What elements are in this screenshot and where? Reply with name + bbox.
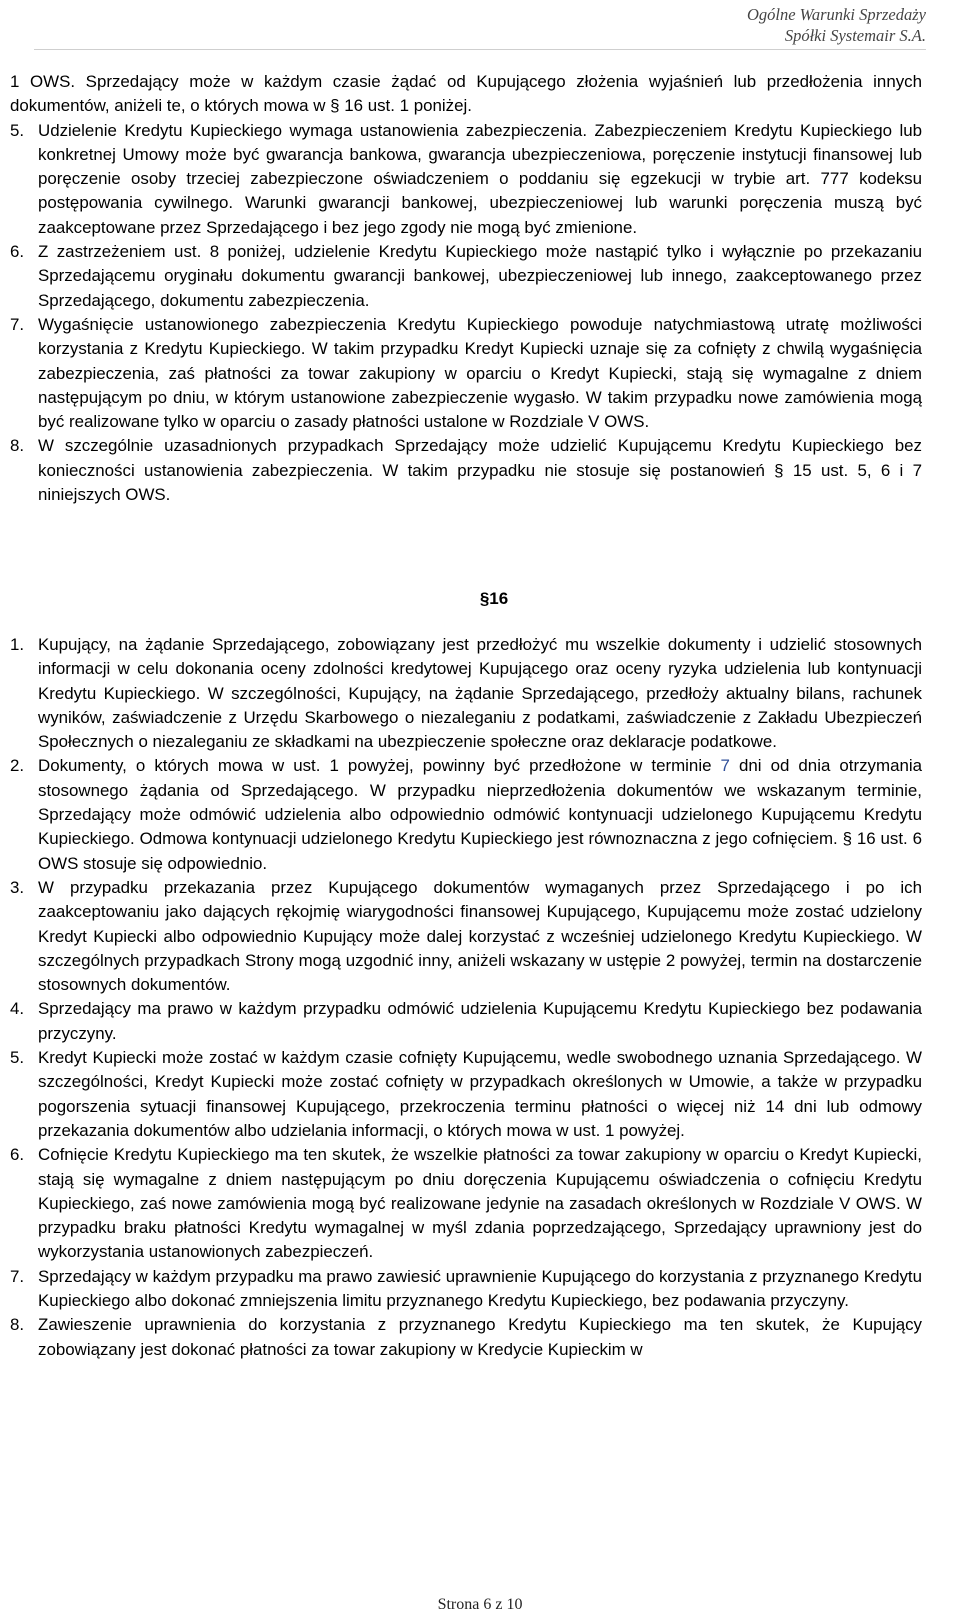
section-heading: §16: [479, 589, 509, 608]
item-text: Wygaśnięcie ustanowionego zabezpieczenia Kredytu Kupieckiego powoduje natychmiastową utratę możliwości korzystania z Kredytu Kupieckiego. W takim przypadku Kredyt Kupiecki uznaje się za cofnięty z chwilą wygaśnięcia zabezpieczenia, zaś płatności za towar zakupiony w oparciu o Kredyt Kupiecki, stają się wymagalne z dniem następującym po dniu, w którym ustanowione zabezpieczenie wygasło. W takim przypadku nowe zamówienia mogą być realizowane tylko w oparciu o zasady płatności ustalone w Rozdziale V OWS.: [38, 314, 922, 432]
list-item: [10, 1143, 922, 1264]
paragraph-text: 1 OWS. Sprzedający może w każdym czasie żądać od Kupującego złożenia wyjaśnień lub przedłożenia innych dokumentów, aniżeli te, o których mowa w § 16 ust. 1 poniżej.: [10, 72, 922, 116]
list-item: [10, 997, 922, 1046]
list-item: [10, 240, 922, 313]
list-item: [10, 754, 922, 875]
list-item: [10, 313, 922, 434]
item-text-part: Dokumenty, o których mowa w ust. 1 powyżej, powinny być przedłożone w terminie: [38, 756, 721, 776]
item-number: 3.: [10, 877, 25, 897]
list-item: [10, 1265, 922, 1314]
header-title: Ogólne Warunki Sprzedaży: [746, 5, 926, 24]
list-item: [10, 434, 922, 507]
item-text: [38, 754, 922, 875]
section-15-continued: [10, 70, 922, 507]
header-divider: [34, 49, 926, 50]
highlighted-days: 7: [720, 756, 730, 776]
item-text: Cofnięcie Kredytu Kupieckiego ma ten skutek, że wszelkie płatności za towar zakupiony w oparciu o Kredyt Kupiecki, stają się wymagalne z dniem następującym po dniu doręczenia Kupującemu oświadczenia o cofnięciu Kredytu Kupieckiego, zaś nowe zamówienia mogą być realizowane jedynie na zasadach określonych w Rozdziale V OWS. W przypadku braku płatności Kredytu wymagalnej w myśl zdania poprzedzającego, Sprzedający uprawniony jest do wykorzystania ustanowionych zabezpieczeń.: [38, 1145, 922, 1262]
list-item: [10, 633, 922, 754]
item-text: W przypadku przekazania przez Kupującego dokumentów wymaganych przez Sprzedającego i po ich zaakceptowaniu jako dających rękojmię wiarygodności finansowej Kupującego, Kupującemu może zostać udzielony Kredyt Kupiecki albo odpowiednio Kupujący może dalej korzystać z wcześniej udzielonego Kredytu Kupieckiego. W szczególnych przypadkach Strony mogą uzgodnić inny, aniżeli wskazany w ustępie 2 powyżej, termin na dostarczenie stosownych dokumentów.: [38, 877, 922, 995]
item-text: Kupujący, na żądanie Sprzedającego, zobowiązany jest przedłożyć mu wszelkie dokumenty i udzielić stosownych informacji w celu dokonania oceny zdolności kredytowej Kupującego oraz oceny ryzyka udzielenia lub kontynuacji Kredytu Kupieckiego. W szczególności, Kupujący, na żądanie Sprzedającego, przedłoży aktualny bilans, rachunek wyników, zaświadczenie z Urzędu Skarbowego o niezaleganiu z podatkami, zaświadczenie z Zakładu Ubezpieczeń Społecznych o niezaleganiu ze składkami na ubezpieczenie społeczne oraz deklaracje podatkowe.: [38, 635, 922, 752]
paragraph-continued: [10, 70, 922, 119]
item-text: W szczególnie uzasadnionych przypadkach Sprzedający może udzielić Kupującemu Kredytu Kupieckiego bez konieczności ustanowienia zabezpieczenia. W takim przypadku nie stosuje się postanowień § 15 ust. 5, 6 i 7 niniejszych OWS.: [38, 436, 922, 505]
section-16: [10, 633, 922, 1362]
item-text: Kredyt Kupiecki może zostać w każdym czasie cofnięty Kupującemu, wedle swobodnego uznania Sprzedającego. W szczególności, Kredyt Kupiecki może zostać cofnięty w przypadkach określonych w Umowie, a także w przypadku pogorszenia sytuacji finansowej Kupującego, przekroczenia terminu płatności o więcej niż 14 dni lub odmowy przekazania dokumentów albo udzielania informacji, o których mowa w ust. 1 powyżej.: [38, 1048, 922, 1140]
item-number: 5.: [10, 120, 25, 140]
item-text: Udzielenie Kredytu Kupieckiego wymaga ustanowienia zabezpieczenia. Zabezpieczeniem Kredytu Kupieckiego lub konkretnej Umowy może być gwarancja bankowa, gwarancja ubezpieczeniowa, poręczenie instytucji finansowej lub poręczenie osoby trzeciej zabezpieczone oświadczeniem o poddaniu się egzekucji w trybie art. 777 kodeksu postępowania cywilnego. Warunki gwarancji bankowej, ubezpieczeniowej lub warunki poręczenia muszą być zaakceptowane przez Sprzedającego i bez jego zgody nie mogą być zmienione.: [38, 120, 922, 237]
list-item: [10, 1313, 922, 1362]
list-item: [10, 876, 922, 997]
item-number: 6.: [10, 1145, 25, 1165]
item-number: 5.: [10, 1048, 25, 1068]
item-text: Z zastrzeżeniem ust. 8 poniżej, udzielenie Kredytu Kupieckiego może nastąpić tylko i wyłącznie po przekazaniu Sprzedającemu oryginału dokumentu gwarancji bankowej, ubezpieczeniowej lub innego, zaakceptowanego przez Sprzedającego, dokumentu zabezpieczenia.: [38, 242, 922, 310]
item-number: 7.: [10, 314, 25, 334]
item-number: 6.: [10, 242, 25, 262]
list-item: [10, 119, 922, 240]
page-header: [747, 4, 926, 46]
item-text: Sprzedający w każdym przypadku ma prawo zawiesić uprawnienie Kupującego do korzystania z przyznanego Kredytu Kupieckiego albo dokonać zmniejszenia limitu przyznanego Kredytu Kupieckiego, bez podawania przyczyny.: [38, 1266, 922, 1311]
header-company: Spółki Systemair S.A.: [784, 26, 926, 45]
item-text: Sprzedający ma prawo w każdym przypadku odmówić udzielenia Kupującemu Kredytu Kupieckiego bez podawania przyczyny.: [38, 999, 922, 1043]
item-number: 1.: [10, 635, 25, 654]
page-number: Strona 6 z 10: [437, 1596, 523, 1613]
list-item: [10, 1046, 922, 1143]
item-number: 2.: [10, 756, 25, 776]
item-number: 8.: [10, 436, 25, 456]
item-number: 4.: [10, 999, 25, 1019]
item-number: 7.: [10, 1266, 25, 1286]
item-text-part: dni od dnia otrzymania stosownego żądania od Sprzedającego. W przypadku nieprzedłożenia dokumentów we wskazanym terminie, Sprzedający może odmówić udzielenia albo odpowiednio odmówić kontynuacji udzielonego Kupującemu Kredytu Kupieckiego. Odmowa kontynuacji udzielonego Kredytu Kupieckiego jest równoznaczna z jego cofnięciem. § 16 ust. 6 OWS stosuje się odpowiednio.: [38, 756, 922, 873]
item-text: Zawieszenie uprawnienia do korzystania z przyznanego Kredytu Kupieckiego ma ten skutek, że Kupujący zobowiązany jest dokonać płatności za towar zakupiony w Kredycie Kupieckim w: [38, 1315, 922, 1359]
item-number: 8.: [10, 1315, 25, 1335]
